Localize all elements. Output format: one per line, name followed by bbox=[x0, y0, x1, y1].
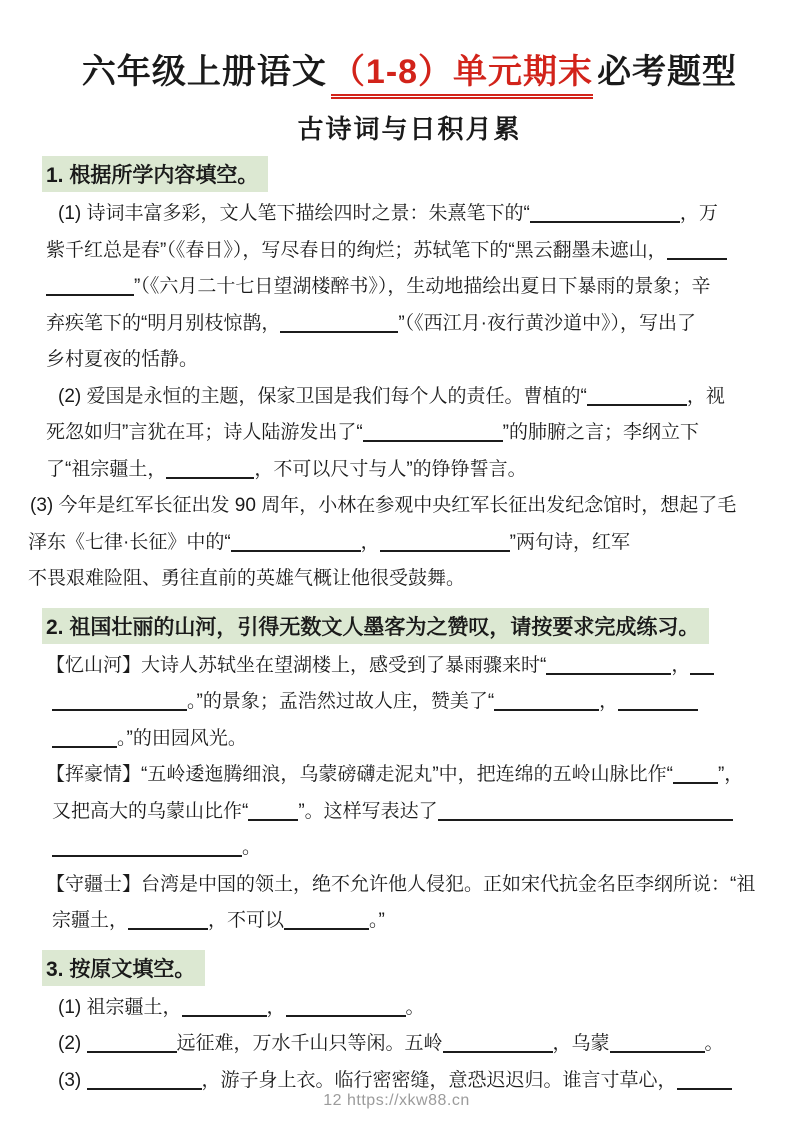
text-segment: (1) 祖宗疆土， bbox=[58, 996, 182, 1018]
page-title bbox=[46, 44, 773, 93]
page-footer bbox=[0, 1092, 793, 1110]
text-segment: ，视 bbox=[686, 385, 725, 407]
question-section bbox=[28, 156, 773, 598]
text-segment: (2) 爱国是永恒的主题，保家卫国是我们每个人的责任。曹植的“ bbox=[58, 385, 587, 407]
text-segment: ，游子身上衣。临行密密缝，意恐迟迟归。谁言寸草心， bbox=[201, 1069, 677, 1091]
fill-in-blank bbox=[128, 911, 208, 930]
fill-in-blank bbox=[87, 1071, 202, 1090]
watermark-url: https://xkw88.cn bbox=[347, 1092, 470, 1109]
text-line bbox=[28, 561, 773, 598]
text-segment: ，不可以 bbox=[208, 910, 285, 931]
text-segment: ”（《六月二十七日望湖楼醉书》），生动地描绘出夏日下暴雨的景象；辛 bbox=[134, 276, 711, 297]
fill-in-blank bbox=[673, 765, 718, 784]
text-segment: (1) 诗词丰富多彩，文人笔下描绘四时之景：朱熹笔下的“ bbox=[58, 203, 530, 224]
fill-in-blank bbox=[546, 656, 671, 675]
text-segment: (3) bbox=[58, 1069, 87, 1091]
fill-in-blank bbox=[587, 387, 687, 406]
text-segment: 紫千红总是春”（《春日》），写尽春日的绚烂；苏轼笔下的“黑云翻墨未遮山， bbox=[46, 239, 667, 261]
text-segment: 。”的田园风光。 bbox=[117, 727, 247, 749]
text-line bbox=[52, 794, 773, 831]
text-line bbox=[58, 379, 773, 416]
text-segment: ”， bbox=[717, 764, 744, 785]
fill-in-blank bbox=[610, 1034, 705, 1053]
fill-in-blank bbox=[46, 277, 134, 296]
fill-in-blank bbox=[52, 838, 242, 857]
text-line bbox=[52, 721, 773, 758]
text-line bbox=[46, 306, 773, 343]
text-segment: 。”的景象；孟浩然过故人庄，赞美了“ bbox=[187, 691, 495, 712]
text-segment: 。 bbox=[704, 1033, 724, 1054]
text-segment: 乡村夏夜的恬静。 bbox=[46, 349, 199, 370]
section-heading-highlight: 1. 根据所学内容填空。 bbox=[42, 156, 268, 192]
text-segment: 。 bbox=[242, 837, 262, 858]
text-segment: ”的肺腑之言；李纲立下 bbox=[502, 422, 699, 443]
fill-in-blank bbox=[52, 729, 117, 748]
text-line bbox=[30, 488, 773, 525]
fill-in-blank bbox=[443, 1034, 553, 1053]
fill-in-blank bbox=[667, 241, 727, 260]
text-segment: ， bbox=[671, 654, 691, 676]
fill-in-blank bbox=[530, 204, 680, 223]
text-segment: (2) bbox=[58, 1033, 87, 1054]
question-section bbox=[46, 608, 773, 940]
section-heading-highlight: 3. 按原文填空。 bbox=[42, 950, 205, 986]
text-segment: (3) 今年是红军长征出发 90 周年，小林在参观中央红军长征出发纪念馆时，想起了毛 bbox=[30, 495, 737, 516]
fill-in-blank bbox=[380, 533, 510, 552]
question-section bbox=[46, 950, 773, 1100]
text-segment: 【挥豪情】“五岭逶迤腾细浪，乌蒙磅礴走泥丸”中，把连绵的五岭山脉比作“ bbox=[46, 764, 673, 785]
text-line bbox=[46, 342, 773, 379]
text-line bbox=[58, 196, 773, 233]
title-black-suffix: 必考题型 bbox=[597, 53, 738, 91]
text-line bbox=[46, 757, 773, 794]
text-segment: ，万 bbox=[679, 203, 718, 224]
fill-in-blank bbox=[286, 998, 406, 1017]
fill-in-blank bbox=[363, 423, 503, 442]
text-segment: 弃疾笔下的“明月别枝惊鹊， bbox=[46, 312, 281, 334]
fill-in-blank bbox=[280, 314, 398, 333]
text-line bbox=[52, 903, 773, 940]
fill-in-blank bbox=[690, 656, 714, 675]
text-segment: ， bbox=[599, 691, 619, 712]
title-black-prefix: 六年级上册语文 bbox=[81, 53, 327, 91]
text-segment: ”（《西江月·夜行黄沙道中》），写出了 bbox=[398, 312, 696, 334]
fill-in-blank bbox=[52, 692, 187, 711]
section-heading bbox=[42, 156, 773, 192]
fill-in-blank bbox=[231, 533, 361, 552]
text-segment: 远征难，万水千山只等闲。五岭 bbox=[176, 1033, 443, 1054]
text-segment: 又把高大的乌蒙山比作“ bbox=[52, 800, 249, 822]
text-line bbox=[52, 830, 773, 867]
fill-in-blank bbox=[182, 998, 267, 1017]
section-heading bbox=[42, 950, 773, 986]
text-segment: ， bbox=[360, 531, 380, 553]
text-line bbox=[58, 1026, 773, 1063]
page-subtitle: 古诗词与日积月累 bbox=[297, 114, 522, 144]
text-segment: 死忽如归”言犹在耳；诗人陆游发出了“ bbox=[46, 422, 363, 443]
text-segment: 。 bbox=[405, 996, 425, 1018]
text-line bbox=[46, 867, 773, 904]
text-line bbox=[46, 415, 773, 452]
text-segment: ， bbox=[266, 996, 286, 1018]
text-segment: 。” bbox=[369, 910, 385, 931]
fill-in-blank bbox=[87, 1034, 177, 1053]
page-number: 12 bbox=[323, 1092, 343, 1109]
text-line bbox=[46, 452, 773, 489]
fill-in-blank bbox=[677, 1071, 732, 1090]
text-line bbox=[46, 648, 773, 685]
text-segment: 【守疆士】台湾是中国的领土，绝不允许他人侵犯。正如宋代抗金名臣李纲所说：“祖 bbox=[46, 873, 756, 895]
text-segment: ”。这样写表达了 bbox=[298, 800, 438, 822]
text-line bbox=[52, 684, 773, 721]
fill-in-blank bbox=[248, 802, 298, 821]
text-line bbox=[28, 525, 773, 562]
section-heading-highlight: 2. 祖国壮丽的山河，引得无数文人墨客为之赞叹，请按要求完成练习。 bbox=[42, 608, 709, 644]
text-segment: ，乌蒙 bbox=[552, 1033, 610, 1054]
title-red-underlined: （1-8）单元期末 bbox=[331, 53, 593, 99]
fill-in-blank bbox=[284, 911, 369, 930]
section-heading bbox=[42, 608, 773, 644]
text-line bbox=[46, 233, 773, 270]
text-segment: 泽东《七律·长征》中的“ bbox=[28, 531, 231, 553]
text-segment: 了“祖宗疆土， bbox=[46, 458, 167, 480]
text-segment: 宗疆土， bbox=[52, 910, 129, 931]
text-segment: 不畏艰难险阻、勇往直前的英雄气概让他很受鼓舞。 bbox=[28, 568, 466, 589]
text-segment: ”两句诗，红军 bbox=[509, 531, 630, 553]
fill-in-blank bbox=[166, 460, 254, 479]
text-segment: ，不可以尺寸与人”的铮铮誓言。 bbox=[254, 458, 527, 480]
fill-in-blank bbox=[494, 692, 599, 711]
fill-in-blank bbox=[438, 802, 733, 821]
text-line bbox=[46, 269, 773, 306]
fill-in-blank bbox=[618, 692, 698, 711]
sections bbox=[28, 156, 773, 1099]
text-line bbox=[58, 990, 773, 1027]
text-segment: 【忆山河】大诗人苏轼坐在望湖楼上，感受到了暴雨骤来时“ bbox=[46, 654, 547, 676]
